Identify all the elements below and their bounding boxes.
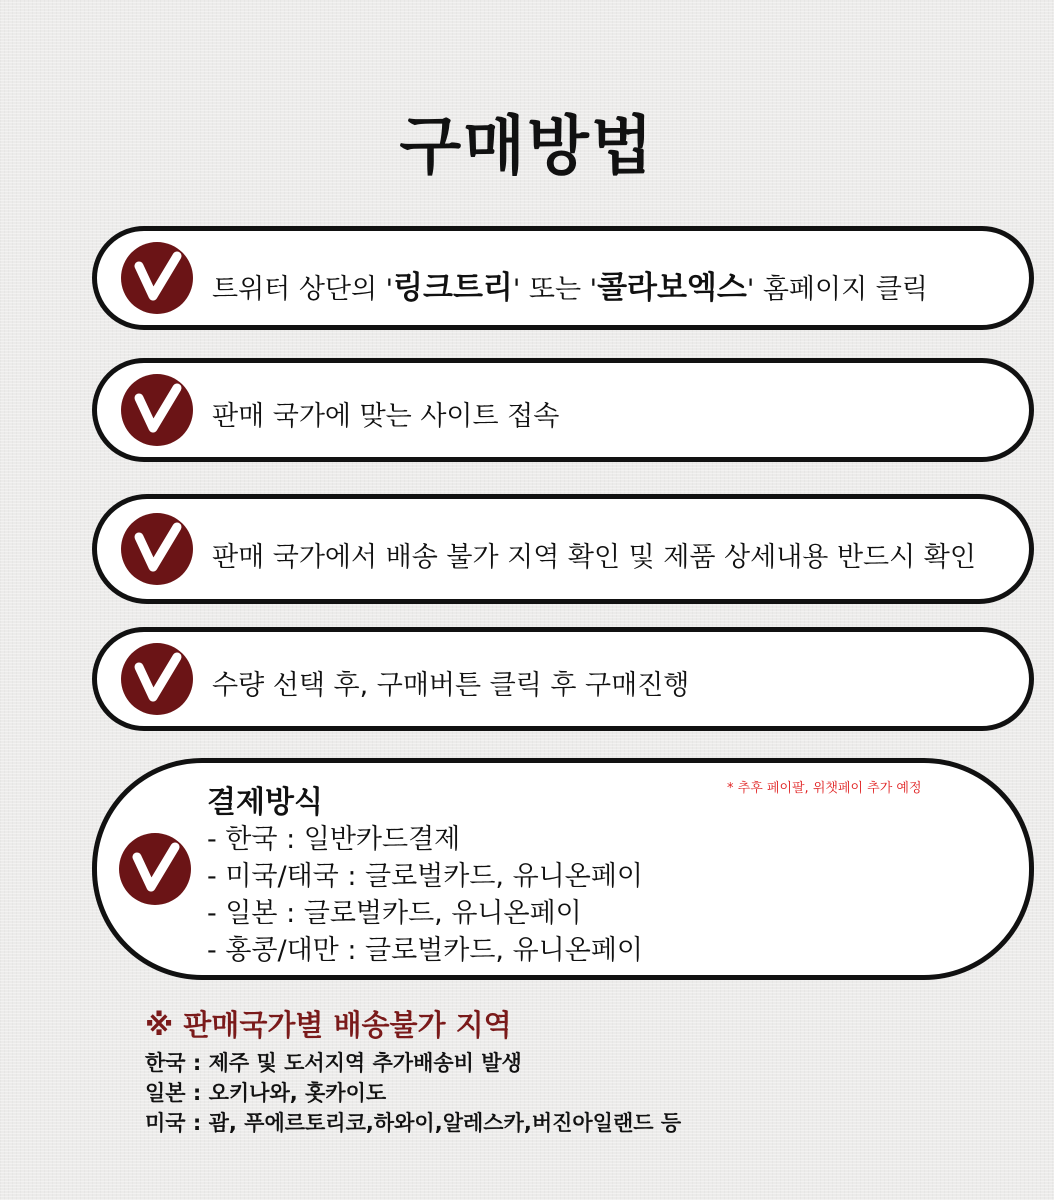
payment-item: - 한국 : 일반카드결제 bbox=[207, 824, 461, 855]
payment-item: - 일본 : 글로벌카드, 유니온페이 bbox=[207, 898, 582, 929]
notice-list bbox=[145, 1048, 681, 1138]
payment-note: * 추후 페이팔, 위챗페이 추가 예정 bbox=[727, 781, 922, 796]
linktree-label: 링크트리 bbox=[393, 270, 513, 306]
checkmark-icon bbox=[121, 374, 193, 446]
collabox-label: 콜라보엑스 bbox=[597, 270, 747, 306]
notice-item: 한국 : 제주 및 도서지역 추가배송비 발생 bbox=[145, 1051, 522, 1075]
notice-item: 미국 : 괌, 푸에르토리코,하와이,알레스카,버진아일랜드 등 bbox=[145, 1111, 682, 1135]
step-1-text: 트위터 상단의 '링크트리' 또는 '콜라보엑스' 홈페이지 클릭 bbox=[212, 270, 928, 306]
payment-list bbox=[207, 821, 643, 969]
payment-heading: 결제방식 bbox=[207, 785, 323, 820]
step-2-text: 판매 국가에 맞는 사이트 접속 bbox=[212, 401, 560, 432]
step-2-card bbox=[92, 358, 1034, 462]
checkmark-icon bbox=[121, 242, 193, 314]
notice-heading: ※ 판매국가별 배송불가 지역 bbox=[145, 1008, 512, 1042]
step-3-card bbox=[92, 494, 1034, 604]
page-title: 구매방법 bbox=[399, 109, 655, 184]
checkmark-icon bbox=[119, 833, 191, 905]
step-1-card bbox=[92, 226, 1034, 330]
payment-item: - 홍콩/대만 : 글로벌카드, 유니온페이 bbox=[207, 935, 643, 966]
payment-item: - 미국/태국 : 글로벌카드, 유니온페이 bbox=[207, 861, 643, 892]
step-4-card bbox=[92, 627, 1034, 731]
step-4-text: 수량 선택 후, 구매버튼 클릭 후 구매진행 bbox=[212, 670, 690, 701]
checkmark-icon bbox=[121, 513, 193, 585]
payment-card bbox=[92, 758, 1034, 980]
notice-item: 일본 : 오키나와, 홋카이도 bbox=[145, 1081, 387, 1105]
checkmark-icon bbox=[121, 643, 193, 715]
step-3-text: 판매 국가에서 배송 불가 지역 확인 및 제품 상세내용 반드시 확인 bbox=[212, 542, 976, 573]
